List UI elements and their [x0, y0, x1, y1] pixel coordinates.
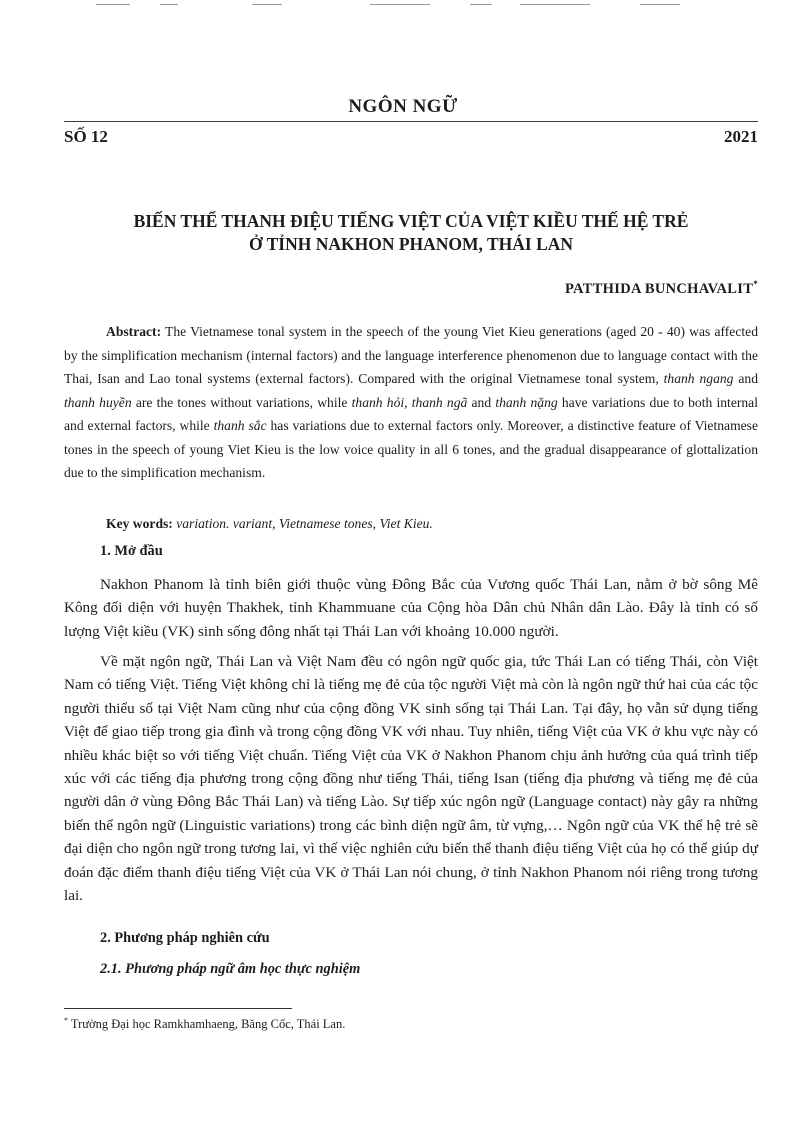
footnote	[64, 1016, 345, 1032]
keywords-value: variation. variant, Vietnamese tones, Viet Kieu.	[172, 516, 433, 531]
abstract-text-1: The Vietnamese tonal system in the speech of the young Viet Kieu generations (aged 20 - 40) was affected by the simplification mechanism (internal factors) and the language interference phenomenon due to language contact with the Thai, Isan and Lao tonal systems (external factors). Compared with the original Vietnamese tonal system,	[64, 324, 758, 386]
footnote-rule	[64, 1008, 292, 1009]
journal-name: NGÔN NGỮ	[348, 96, 458, 117]
abstract-and-1: and	[733, 371, 758, 386]
section-heading-methods: 2. Phương pháp nghiên cứu	[100, 930, 270, 946]
paragraph-2: Về mặt ngôn ngữ, Thái Lan và Việt Nam đều có ngôn ngữ quốc gia, tức Thái Lan có tiếng Thái, còn Việt Nam có tiếng Việt. Tiếng Việt không chỉ là tiếng mẹ đẻ của tộc người Việt mà còn là ngôn ngữ thứ hai của các tộc người thiểu số tại Việt Nam cũng như của cộng đồng VK sinh sống tại Thái Lan. Tại đây, họ vẫn sử dụng tiếng Việt để giao tiếp trong gia đình và trong cộng đồng VK với nhau. Tuy nhiên, tiếng Việt của VK ở khu vực này có nhiều khác biệt so với tiếng Việt chuẩn. Tiếng Việt của VK ở Nakhon Phanom chịu ảnh hưởng của quá trình tiếp xúc với các tiếng địa phương trong cộng đồng như tiếng Thái, tiếng Isan (tiếng địa phương và tiếng mẹ đẻ của người dân ở vùng Đông Bắc Thái Lan) và tiếng Lào. Sự tiếp xúc ngôn ngữ (Language contact) này gây ra những biến thể ngôn ngữ (Linguistic variations) trong các bình diện ngữ âm, từ vựng,… Ngôn ngữ của VK thế hệ trẻ sẽ đại diện cho ngôn ngữ trong tương lai, vì thế việc nghiên cứu biến thể thanh điệu tiếng Việt của họ có thể giúp dự đoán đặc điểm thanh điệu tiếng Việt của VK ở Thái Lan nói chung, ở tỉnh Nakhon Phanom nói riêng trong tương lai.	[64, 653, 758, 905]
abstract-label: Abstract:	[106, 324, 162, 339]
paragraph-1: Nakhon Phanom là tỉnh biên giới thuộc vùng Đông Bắc của Vương quốc Thái Lan, nằm ở bờ sông Mê Kông đối diện với huyện Thakhek, tỉnh Khammuane của Cộng hòa Dân chủ Nhân dân Lào. Đây là tỉnh có số lượng Việt kiều (VK) sinh sống đông nhất tại Thái Lan với khoảng 10.000 người.	[64, 576, 758, 640]
keywords	[64, 512, 758, 535]
abstract-text-3: have variations due to both internal and external factors, while	[64, 394, 758, 433]
keywords-label: Key words:	[106, 516, 173, 531]
abstract-tone-1: thanh ngang	[663, 371, 734, 386]
abstract-text-2: are the tones without variations, while	[131, 394, 352, 410]
issue-year: 2021	[724, 127, 758, 146]
footnote-text: Trường Đại học Ramkhamhaeng, Băng Cốc, Thái Lan.	[68, 1017, 346, 1032]
abstract-tone-3: thanh hỏi, thanh ngã	[351, 394, 468, 410]
subsection-heading-experimental-phonetics: 2.1. Phương pháp ngữ âm học thực nghiệm	[100, 961, 361, 977]
footnote-mark: *	[64, 1016, 68, 1025]
abstract	[64, 320, 758, 485]
header-rule	[64, 121, 758, 122]
author-footnote-mark: *	[753, 279, 758, 289]
issue-number: SỐ 12	[64, 127, 108, 146]
author-name	[565, 279, 758, 298]
abstract-tone-5: thanh sắc	[213, 418, 267, 433]
section-heading-intro: 1. Mở đầu	[100, 543, 163, 559]
abstract-tone-2: thanh huyền	[64, 394, 132, 410]
scan-edge-marks	[0, 0, 806, 14]
author-text: PATTHIDA BUNCHAVALIT	[564, 280, 754, 297]
abstract-tone-4: thanh nặng	[495, 394, 558, 410]
abstract-text-4: has variations due to external factors only. Moreover, a distinctive feature of Vietnamese tones in the speech of young Viet Kieu is the low voice quality in all 6 tones, and the gradual disappearance of glottalization due to the simplification mechanism.	[64, 418, 758, 480]
article-title-line-1: BIẾN THỂ THANH ĐIỆU TIẾNG VIỆT CỦA VIỆT KIỀU THẾ HỆ TRẺ	[133, 211, 689, 231]
issue-row	[64, 127, 758, 151]
article-title-line-2: Ở TỈNH NAKHON PHANOM, THÁI LAN	[248, 234, 574, 254]
article-title	[64, 210, 758, 256]
abstract-and-2: and	[467, 394, 496, 410]
